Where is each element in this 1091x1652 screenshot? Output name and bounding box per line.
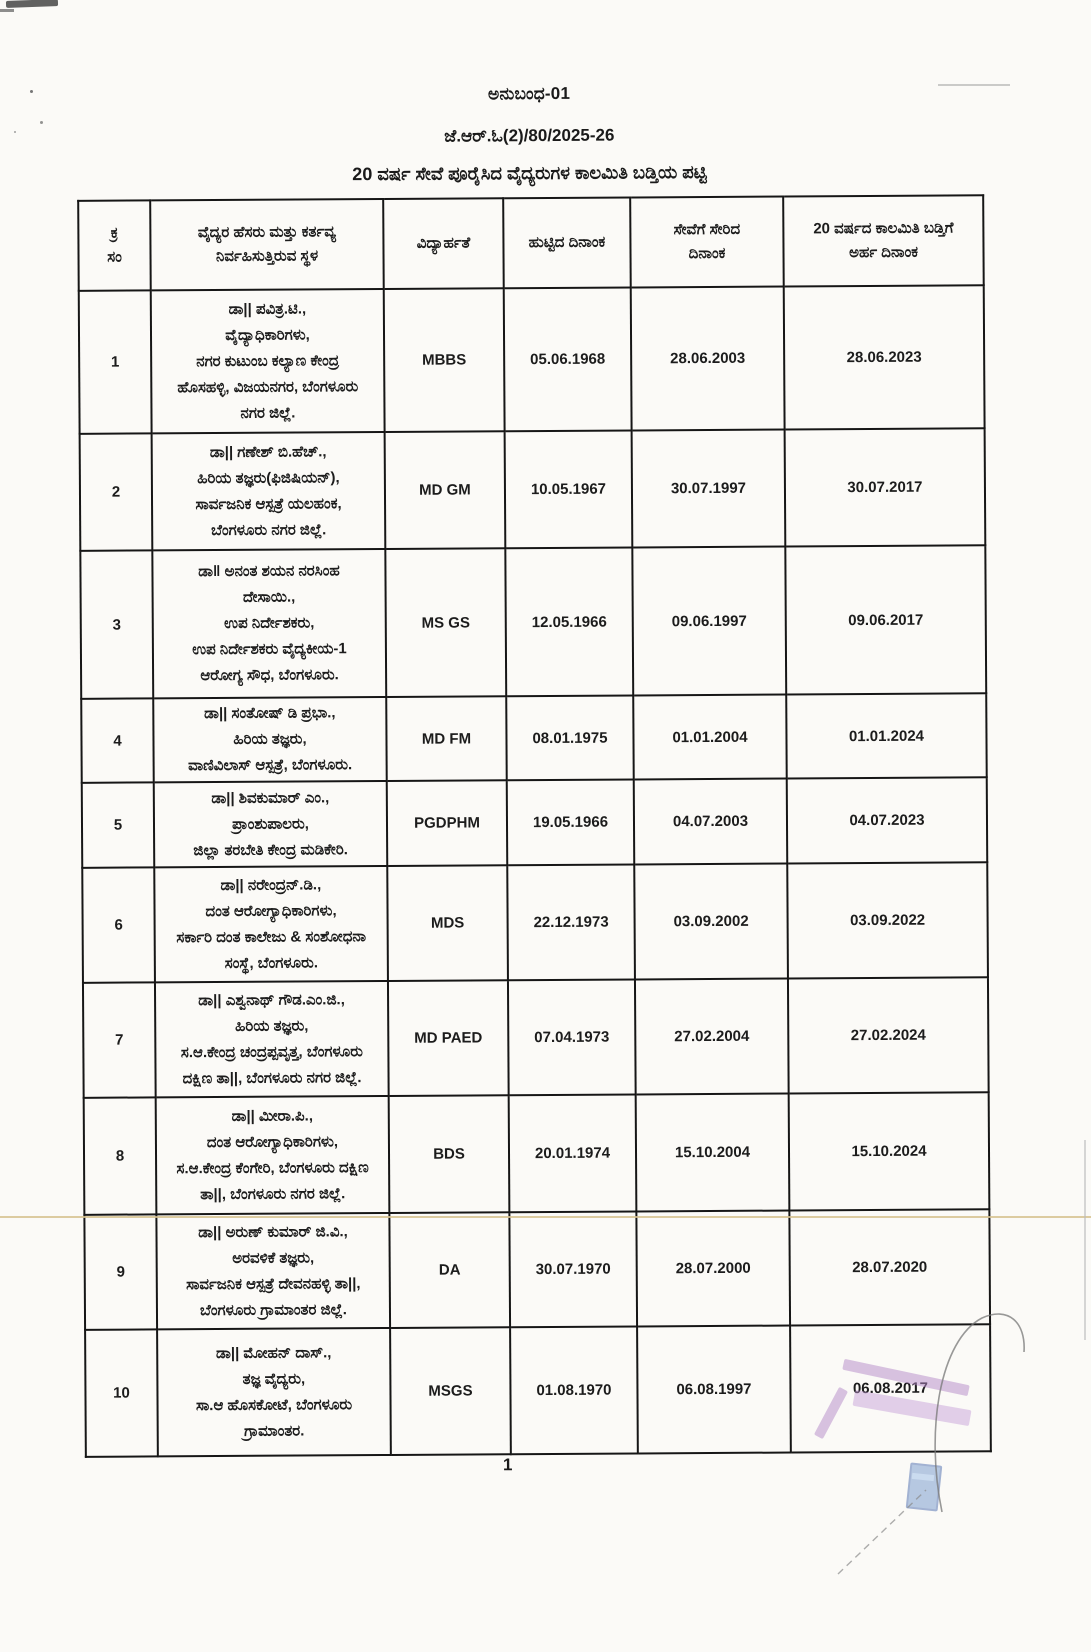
cell-dob: 08.01.1975: [506, 695, 634, 780]
cell-joining-date: 28.07.2000: [636, 1211, 790, 1327]
cell-sl-no: 7: [83, 982, 156, 1097]
cell-joining-date: 01.01.2004: [633, 695, 787, 780]
cell-sl-no: 3: [80, 550, 153, 698]
header-eligible-date: 20 ವರ್ಷದ ಕಾಲಮಿತಿ ಬಡ್ತಿಗೆ ಅರ್ಹ ದಿನಾಂಕ: [783, 195, 984, 286]
table-row: [82, 862, 988, 983]
scan-smudge: [0, 9, 14, 12]
header-dob: ಹುಟ್ಟಿದ ದಿನಾಂಕ: [503, 197, 631, 288]
annexure-label: ಅನುಬಂಧ-01: [487, 83, 571, 104]
table-row: [84, 1092, 990, 1215]
cell-eligible-date: 28.07.2020: [789, 1209, 990, 1325]
cell-qualification: MBBS: [384, 288, 505, 432]
cell-eligible-date: 04.07.2023: [787, 777, 988, 863]
cell-sl-no: 1: [79, 290, 152, 433]
header-sl-no: ಕ್ರ ಸಂ: [78, 200, 151, 290]
scan-edge-mark: [938, 84, 1010, 86]
table-row: [80, 428, 986, 551]
cell-sl-no: 2: [80, 433, 153, 550]
table-row: [82, 777, 988, 868]
cell-name-place: ಡಾ|| ಶಿವಕುಮಾರ್ ಎಂ., ಪ್ರಾಂಶುಪಾಲರು, ಜಿಲ್ಲಾ ತರಬೇತಿ ಕೇಂದ್ರ ಮಡಿಕೇರಿ.: [154, 781, 388, 867]
cell-qualification: MSGS: [390, 1327, 511, 1455]
page-title: 20 ವರ್ಷ ಸೇವೆ ಪೂರೈಸಿದ ವೈದ್ಯರುಗಳ ಕಾಲಮಿತಿ ಬಡ್ತಿಯ ಪಟ್ಟಿ: [352, 162, 707, 185]
scan-fold-line: [0, 1216, 1091, 1218]
cell-dob: 12.05.1966: [505, 547, 633, 696]
cell-joining-date: 03.09.2002: [634, 864, 788, 980]
cell-sl-no: 4: [81, 698, 154, 782]
scan-speck: [40, 121, 43, 124]
cell-name-place: ಡಾ|| ಮೀರಾ.ಪಿ., ದಂತ ಆರೋಗ್ಯಾಧಿಕಾರಿಗಳು, ಸ.ಆ.ಕೇಂದ್ರ ಕೆಂಗೇರಿ, ಬೆಂಗಳೂರು ದಕ್ಷಿಣ ತಾ||, ಬೆಂಗಳೂರು ನಗರ ಜಿಲ್ಲೆ.: [156, 1096, 390, 1214]
table-row: [84, 1209, 990, 1330]
cell-joining-date: 27.02.2004: [635, 979, 789, 1095]
cell-eligible-date: 30.07.2017: [785, 428, 986, 546]
cell-name-place: ಡಾ|| ಗಣೇಶ್ ಬಿ.ಹೆಚ್., ಹಿರಿಯ ತಜ್ಞರು(ಫಿಜಿಷಿಯನ್), ಸಾರ್ವಜನಿಕ ಆಸ್ಪತ್ರೆ ಯಲಹಂಕ, ಬೆಂಗಳೂರು ನಗರ ಜಿಲ್ಲೆ.: [152, 432, 386, 550]
cell-joining-date: 30.07.1997: [632, 430, 786, 548]
cell-dob: 07.04.1973: [508, 979, 636, 1095]
cell-dob: 01.08.1970: [510, 1326, 638, 1454]
cell-qualification: MDS: [387, 865, 508, 981]
cell-eligible-date: 15.10.2024: [789, 1092, 990, 1210]
cell-eligible-date: 27.02.2024: [788, 977, 989, 1093]
cell-joining-date: 15.10.2004: [636, 1094, 790, 1212]
cell-eligible-date: 03.09.2022: [787, 862, 988, 978]
cell-eligible-date: 09.06.2017: [785, 545, 986, 694]
cell-name-place: ಡಾ|| ಪವಿತ್ರ.ಟಿ., ವೈದ್ಯಾಧಿಕಾರಿಗಳು, ನಗರ ಕುಟುಂಬ ಕಲ್ಯಾಣ ಕೇಂದ್ರ ಹೊಸಹಳ್ಳಿ, ವಿಜಯನಗರ, ಬೆಂಗಳೂರು ನಗರ ಜಿಲ್ಲೆ.: [151, 289, 385, 433]
cell-qualification: MD GM: [385, 431, 506, 549]
table-row: [81, 693, 986, 783]
cell-qualification: MD PAED: [388, 980, 509, 1096]
cell-dob: 05.06.1968: [504, 287, 632, 431]
reference-number: ಜೆ.ಆರ್.ಓ(2)/80/2025-26: [444, 125, 615, 146]
cell-name-place: ಡಾ|| ನರೇಂದ್ರನ್.ಡಿ., ದಂತ ಆರೋಗ್ಯಾಧಿಕಾರಿಗಳು, ಸರ್ಕಾರಿ ದಂತ ಕಾಲೇಜು & ಸಂಶೋಧನಾ ಸಂಸ್ಥೆ, ಬೆಂಗಳೂರು.: [154, 866, 388, 982]
cell-dob: 19.05.1966: [507, 779, 635, 865]
blue-sticker-mark: [906, 1462, 943, 1511]
cell-joining-date: 09.06.1997: [632, 547, 786, 696]
promotion-eligibility-table: [77, 194, 992, 1458]
cell-sl-no: 9: [84, 1214, 157, 1329]
cell-sl-no: 8: [84, 1097, 157, 1214]
cell-name-place: ಡಾ|| ಸಂತೋಷ್ ಡಿ ಪ್ರಭಾ., ಹಿರಿಯ ತಜ್ಞರು, ವಾಣಿವಿಲಾಸ್ ಆಸ್ಪತ್ರೆ, ಬೆಂಗಳೂರು.: [153, 697, 387, 782]
cell-qualification: BDS: [389, 1095, 510, 1213]
scan-speck: [14, 131, 16, 133]
cell-eligible-date: 28.06.2023: [784, 285, 985, 429]
scan-speck: [30, 90, 33, 93]
page-number: 1: [502, 1455, 513, 1475]
cell-name-place: ಡಾ|| ಅರುಣ್ ಕುಮಾರ್ ಜಿ.ವಿ., ಅರವಳಿಕೆ ತಜ್ಞರು, ಸಾರ್ವಜನಿಕ ಆಸ್ಪತ್ರೆ ದೇವನಹಳ್ಳಿ ತಾ||, ಬೆಂಗಳೂರು ಗ್ರಾಮಾಂತರ ಜಿಲ್ಲೆ.: [156, 1213, 390, 1329]
table-row: [79, 285, 985, 434]
cell-qualification: MS GS: [385, 548, 506, 697]
header-name-place: ವೈದ್ಯರ ಹೆಸರು ಮತ್ತು ಕರ್ತವ್ಯ ನಿರ್ವಹಿಸುತ್ತಿರುವ ಸ್ಥಳ: [150, 199, 384, 290]
cell-name-place: ಡಾ|| ಎಶ್ವನಾಥ್ ಗೌಡ.ಎಂ.ಜಿ., ಹಿರಿಯ ತಜ್ಞರು, ಸ.ಆ.ಕೇಂದ್ರ ಚಂದ್ರಪ್ಪವೃತ್ತ, ಬೆಂಗಳೂರು ದಕ್ಷಿಣ ತಾ||, ಬೆಂಗಳೂರು ನಗರ ಜಿಲ್ಲೆ.: [155, 981, 389, 1097]
table-row: [83, 977, 989, 1098]
cell-qualification: MD FM: [386, 696, 507, 781]
document-header: [76, 81, 982, 187]
cell-sl-no: 6: [82, 867, 155, 982]
cell-eligible-date: 06.08.2017: [790, 1324, 991, 1452]
cell-eligible-date: 01.01.2024: [786, 693, 987, 778]
cell-dob: 30.07.1970: [509, 1211, 637, 1327]
table-header-row: [78, 195, 984, 291]
cell-joining-date: 28.06.2003: [631, 287, 785, 431]
cell-name-place: ಡಾ|| ಮೋಹನ್ ದಾಸ್., ತಜ್ಞ ವೈದ್ಯರು, ಸಾ.ಆ ಹೊಸಕೋಟೆ, ಬೆಂಗಳೂರು ಗ್ರಾಮಾಂತರ.: [157, 1328, 391, 1456]
header-qualification: ವಿದ್ಯಾರ್ಹತೆ: [383, 198, 504, 289]
cell-dob: 10.05.1967: [505, 430, 633, 548]
cell-name-place: ಡಾ‖ ಅನಂತ ಶಯನ ನರಸಿಂಹ ದೇಸಾಯಿ., ಉಪ ನಿರ್ದೇಶಕರು, ಉಪ ನಿರ್ದೇಶಕರು ವೈದ್ಯಕೀಯ-1 ಆರೋಗ್ಯ ಸೌಧ, ಬೆಂಗಳೂರು.: [152, 549, 386, 698]
cell-sl-no: 5: [82, 782, 155, 867]
cell-sl-no: 10: [85, 1329, 158, 1456]
cell-dob: 22.12.1973: [507, 864, 635, 980]
cell-qualification: PGDPHM: [387, 780, 508, 866]
cell-qualification: DA: [389, 1212, 510, 1328]
cell-dob: 20.01.1974: [509, 1094, 637, 1212]
cell-joining-date: 06.08.1997: [637, 1326, 791, 1454]
scan-edge-mark: [1084, 1140, 1086, 1340]
cell-joining-date: 04.07.2003: [634, 779, 788, 865]
table-row: [80, 545, 986, 699]
header-joining-date: ಸೇವೆಗೆ ಸೇರಿದ ದಿನಾಂಕ: [630, 197, 784, 288]
